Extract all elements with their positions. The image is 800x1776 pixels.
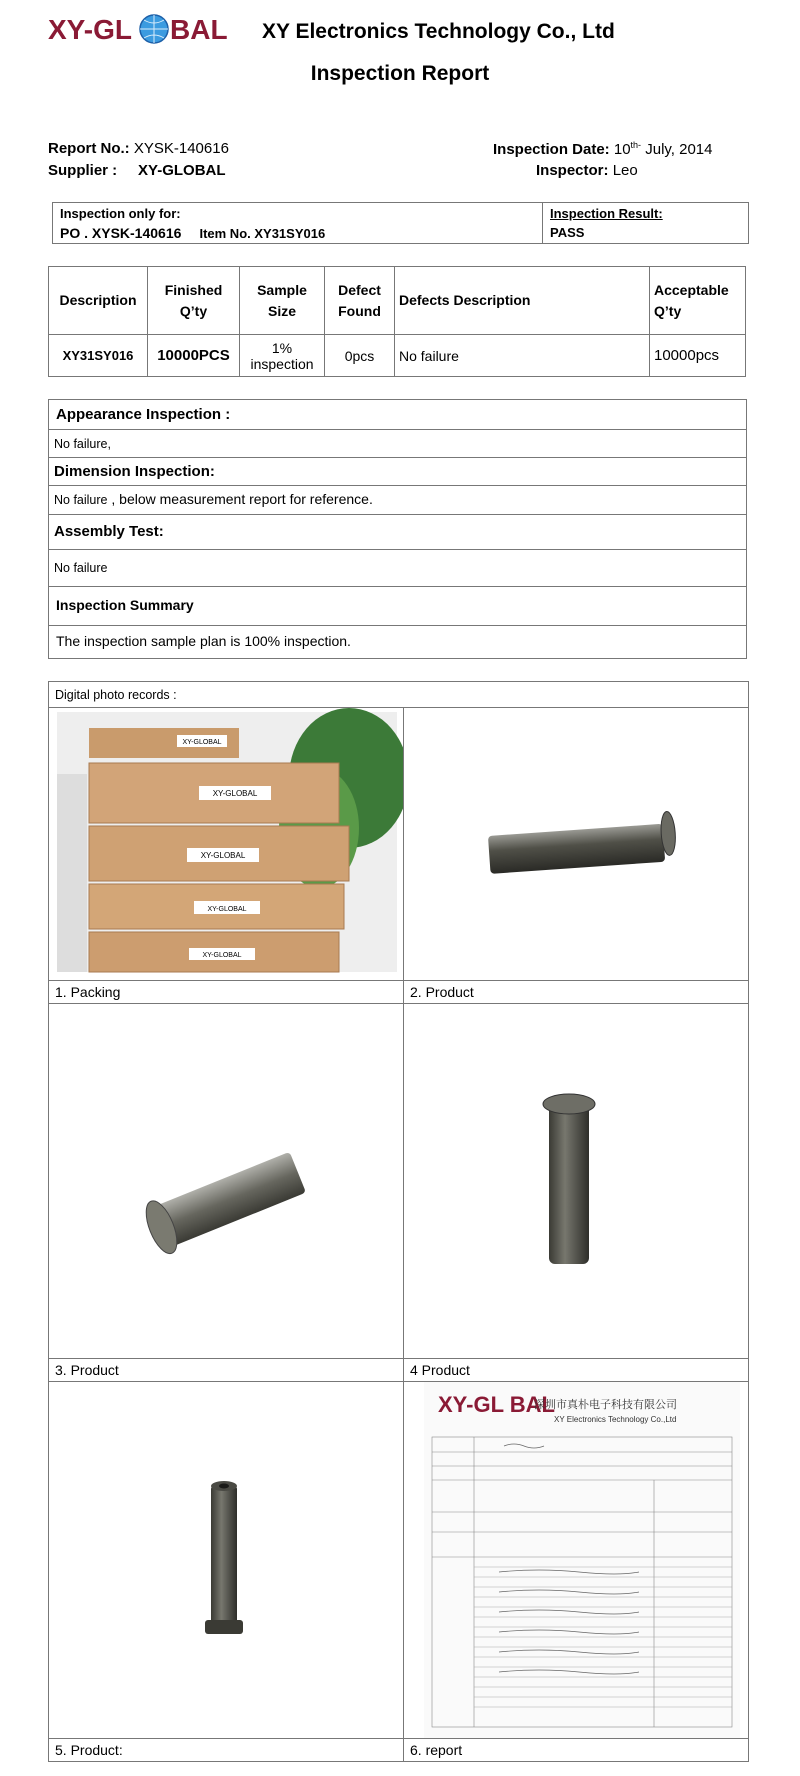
report-title: Inspection Report (310, 62, 490, 85)
dimension-text-b: , below measurement report for reference. (107, 491, 373, 507)
company-logo (48, 12, 248, 46)
po-item-line: PO . XYSK-140616 Item No. XY31SY016 (60, 224, 326, 241)
inspection-summary-table (48, 266, 746, 377)
appearance-text: No failure, (54, 436, 111, 451)
dimension-title: Dimension Inspection: (54, 462, 215, 480)
photo-records-header: Digital photo records : (49, 682, 749, 708)
supplier: Supplier : XY-GLOBAL (48, 162, 226, 179)
inspection-only-label: Inspection only for: (60, 205, 181, 221)
svg-text:BAL: BAL (170, 14, 228, 45)
svg-text:XY-GLOBAL: XY-GLOBAL (182, 739, 222, 746)
cell-finished-qty: 10000PCS (148, 335, 240, 377)
inspector: Inspector: Leo (536, 162, 638, 179)
photo-product-1 (404, 708, 749, 981)
cell-acceptable-qty: 10000pcs (650, 335, 746, 377)
cell-defect-found: 0pcs (325, 335, 395, 377)
header-acceptable-qty: Acceptable Q’ty (650, 267, 746, 335)
cell-description: XY31SY016 (49, 335, 148, 377)
header-sample-size: Sample Size (240, 267, 325, 335)
cell-defects-description: No failure (395, 335, 650, 377)
assembly-text: No failure (54, 561, 108, 575)
dimension-text-a: No failure (54, 493, 108, 507)
summary-text: The inspection sample plan is 100% inspection. (56, 633, 351, 649)
svg-text:XY Electronics Technology Co.,: XY Electronics Technology Co.,Ltd (554, 1415, 677, 1424)
cell-sample-size: 1% inspection (240, 335, 325, 377)
logo-text-left: XY-GL (48, 14, 133, 45)
caption-2: 2. Product (404, 981, 749, 1004)
header-defect-found: Defect Found (325, 267, 395, 335)
header-finished-qty: Finished Q’ty (148, 267, 240, 335)
caption-4: 4 Product (404, 1359, 749, 1382)
svg-text:XY-GLOBAL: XY-GLOBAL (200, 851, 246, 860)
caption-1: 1. Packing (49, 981, 404, 1004)
inspection-result-label: Inspection Result: (550, 206, 663, 221)
assembly-title: Assembly Test: (54, 523, 164, 540)
svg-text:XY-GLOBAL: XY-GLOBAL (212, 789, 258, 798)
header-defects-description: Defects Description (395, 267, 650, 335)
report-no: Report No.: XYSK-140616 (48, 140, 229, 157)
header-description: Description (49, 267, 148, 335)
svg-text:XY-GLOBAL: XY-GLOBAL (202, 952, 242, 959)
svg-text:XY-GLOBAL: XY-GLOBAL (207, 906, 247, 913)
company-name: XY Electronics Technology Co., Ltd (262, 20, 615, 43)
caption-5: 5. Product: (49, 1739, 404, 1762)
caption-6: 6. report (404, 1739, 749, 1762)
svg-text:深圳市真朴电子科技有限公司: 深圳市真朴电子科技有限公司 (534, 1398, 677, 1411)
inspection-date: Inspection Date: $10^{th-}$ July, 2014 (493, 140, 713, 158)
svg-text:XY-GL BAL: XY-GL BAL (438, 1392, 555, 1417)
photo-packing (49, 708, 404, 981)
inspection-only-box (52, 202, 749, 244)
photo-records (48, 681, 749, 1762)
caption-3: 3. Product (49, 1359, 404, 1382)
inspection-sections (48, 399, 747, 659)
appearance-title: Appearance Inspection : (56, 405, 231, 423)
inspection-result-value: PASS (550, 225, 585, 240)
photo-report (404, 1382, 749, 1739)
photo-product-5 (49, 1382, 404, 1739)
photo-product-3 (49, 1004, 404, 1359)
summary-title: Inspection Summary (56, 597, 194, 613)
photo-product-4 (404, 1004, 749, 1359)
